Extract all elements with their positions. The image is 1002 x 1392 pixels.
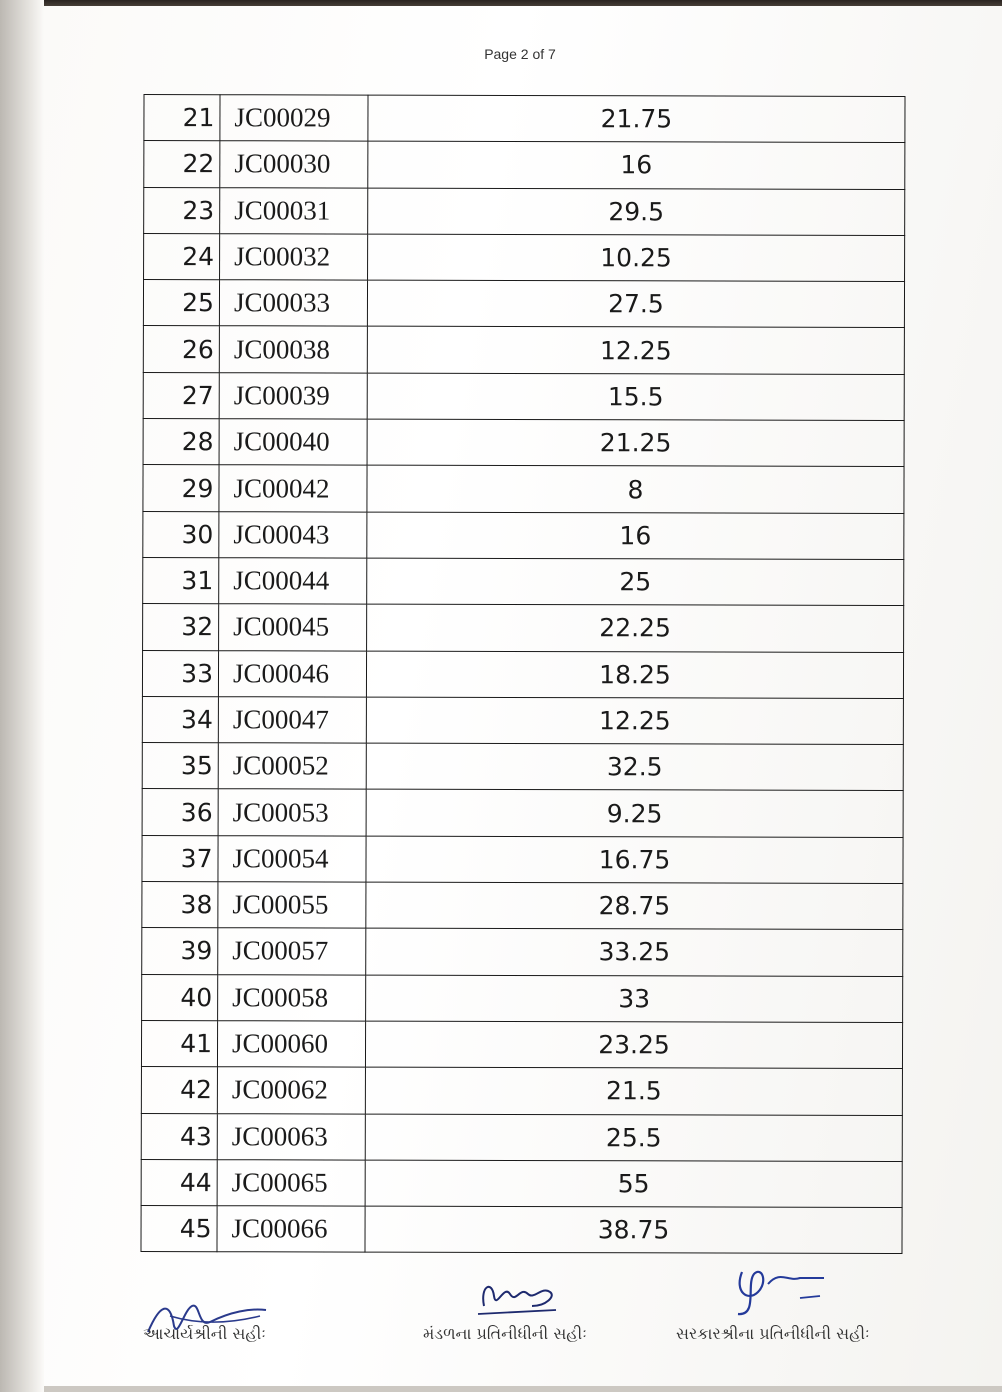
principal-signature-label: આચાર્યશ્રીની સહીઃ	[143, 1324, 266, 1343]
serial-number-cell: 30	[143, 511, 219, 557]
candidate-code-cell: JC00031	[220, 187, 368, 234]
candidate-code-cell: JC00042	[219, 465, 367, 512]
table-row	[141, 1113, 902, 1161]
table-row	[143, 557, 904, 605]
marks-cell: 16	[368, 141, 905, 189]
table-row	[143, 326, 904, 374]
candidate-code-cell: JC00057	[218, 928, 366, 975]
marks-cell: 12.25	[367, 327, 904, 375]
table-row	[142, 974, 903, 1022]
marks-cell: 8	[367, 465, 904, 513]
marks-cell: 9.25	[366, 790, 903, 838]
candidate-code-cell: JC00062	[217, 1067, 365, 1114]
table-row	[143, 419, 904, 467]
candidate-code-cell: JC00063	[217, 1113, 365, 1160]
marks-table	[140, 94, 905, 1254]
serial-number-cell: 45	[141, 1206, 217, 1252]
table-row	[142, 650, 903, 698]
marks-cell: 21.25	[367, 419, 904, 467]
table-row	[144, 141, 905, 189]
candidate-code-cell: JC00038	[219, 326, 367, 373]
marks-cell: 16.75	[366, 836, 903, 884]
table-row	[142, 743, 903, 791]
marks-cell: 10.25	[368, 234, 905, 282]
serial-number-cell: 38	[142, 882, 218, 928]
table-row	[142, 928, 903, 976]
serial-number-cell: 36	[142, 789, 218, 835]
candidate-code-cell: JC00043	[219, 511, 367, 558]
page-number: Page 2 of 7	[484, 46, 556, 62]
marks-cell: 21.5	[365, 1067, 902, 1115]
serial-number-cell: 29	[143, 465, 219, 511]
serial-number-cell: 22	[144, 141, 220, 187]
table-row	[141, 1067, 902, 1115]
page-curl-edge	[0, 0, 44, 1392]
marks-cell: 55	[365, 1160, 902, 1208]
marks-cell: 22.25	[367, 604, 904, 652]
marks-cell: 25	[367, 558, 904, 606]
serial-number-cell: 21	[144, 95, 220, 141]
serial-number-cell: 41	[141, 1020, 217, 1066]
marks-cell: 18.25	[366, 651, 903, 699]
candidate-code-cell: JC00054	[218, 835, 366, 882]
serial-number-cell: 33	[142, 650, 218, 696]
candidate-code-cell: JC00060	[217, 1021, 365, 1068]
serial-number-cell: 44	[141, 1159, 217, 1205]
serial-number-cell: 24	[144, 233, 220, 279]
marks-cell: 28.75	[366, 882, 903, 930]
candidate-code-cell: JC00032	[220, 234, 368, 281]
marks-cell: 25.5	[365, 1114, 902, 1162]
candidate-code-cell: JC00030	[220, 141, 368, 188]
table-row	[142, 696, 903, 744]
marks-cell: 33	[366, 975, 903, 1023]
candidate-code-cell: JC00045	[219, 604, 367, 651]
serial-number-cell: 43	[141, 1113, 217, 1159]
candidate-code-cell: JC00047	[218, 697, 366, 744]
serial-number-cell: 34	[142, 696, 218, 742]
candidate-code-cell: JC00053	[218, 789, 366, 836]
candidate-code-cell: JC00046	[218, 650, 366, 697]
table-row	[142, 882, 903, 930]
serial-number-cell: 26	[143, 326, 219, 372]
serial-number-cell: 39	[142, 928, 218, 974]
candidate-code-cell: JC00066	[217, 1206, 365, 1253]
marks-cell: 12.25	[366, 697, 903, 745]
table-row	[143, 604, 904, 652]
table-row	[144, 95, 905, 143]
table-row	[143, 280, 904, 328]
serial-number-cell: 28	[143, 419, 219, 465]
marks-cell: 27.5	[367, 280, 904, 328]
candidate-code-cell: JC00052	[218, 743, 366, 790]
government-signature-label: સરકારશ્રીના પ્રતિનીધીની સહીઃ	[676, 1324, 870, 1343]
candidate-code-cell: JC00029	[220, 95, 368, 142]
candidate-code-cell: JC00039	[219, 372, 367, 419]
serial-number-cell: 35	[142, 743, 218, 789]
table-row	[141, 1206, 902, 1254]
table-row	[141, 1020, 902, 1068]
serial-number-cell: 37	[142, 835, 218, 881]
serial-number-cell: 31	[143, 557, 219, 603]
candidate-code-cell: JC00055	[218, 882, 366, 929]
marks-cell: 15.5	[367, 373, 904, 421]
serial-number-cell: 42	[141, 1067, 217, 1113]
marks-cell: 23.25	[365, 1021, 902, 1069]
serial-number-cell: 25	[143, 280, 219, 326]
board-signature-label: મંડળના પ્રતિનીધીની સહીઃ	[423, 1324, 587, 1343]
marks-cell: 16	[367, 512, 904, 560]
table-row	[142, 789, 903, 837]
serial-number-cell: 32	[143, 604, 219, 650]
table-row	[143, 511, 904, 559]
serial-number-cell: 23	[144, 187, 220, 233]
candidate-code-cell: JC00058	[218, 974, 366, 1021]
marks-table-body	[141, 95, 905, 1254]
table-row	[144, 187, 905, 235]
table-row	[142, 835, 903, 883]
marks-cell: 29.5	[368, 188, 905, 236]
table-row	[143, 372, 904, 420]
marks-cell: 21.75	[368, 95, 905, 143]
marks-cell: 32.5	[366, 743, 903, 791]
serial-number-cell: 40	[142, 974, 218, 1020]
candidate-code-cell: JC00044	[219, 558, 367, 605]
table-row	[141, 1159, 902, 1207]
table-row	[144, 233, 905, 281]
board-signature	[472, 1276, 572, 1318]
candidate-code-cell: JC00065	[217, 1160, 365, 1207]
government-signature	[728, 1262, 838, 1322]
marks-cell: 33.25	[366, 928, 903, 976]
table-row	[143, 465, 904, 513]
serial-number-cell: 27	[143, 372, 219, 418]
candidate-code-cell: JC00033	[219, 280, 367, 327]
candidate-code-cell: JC00040	[219, 419, 367, 466]
marks-cell: 38.75	[365, 1206, 902, 1254]
